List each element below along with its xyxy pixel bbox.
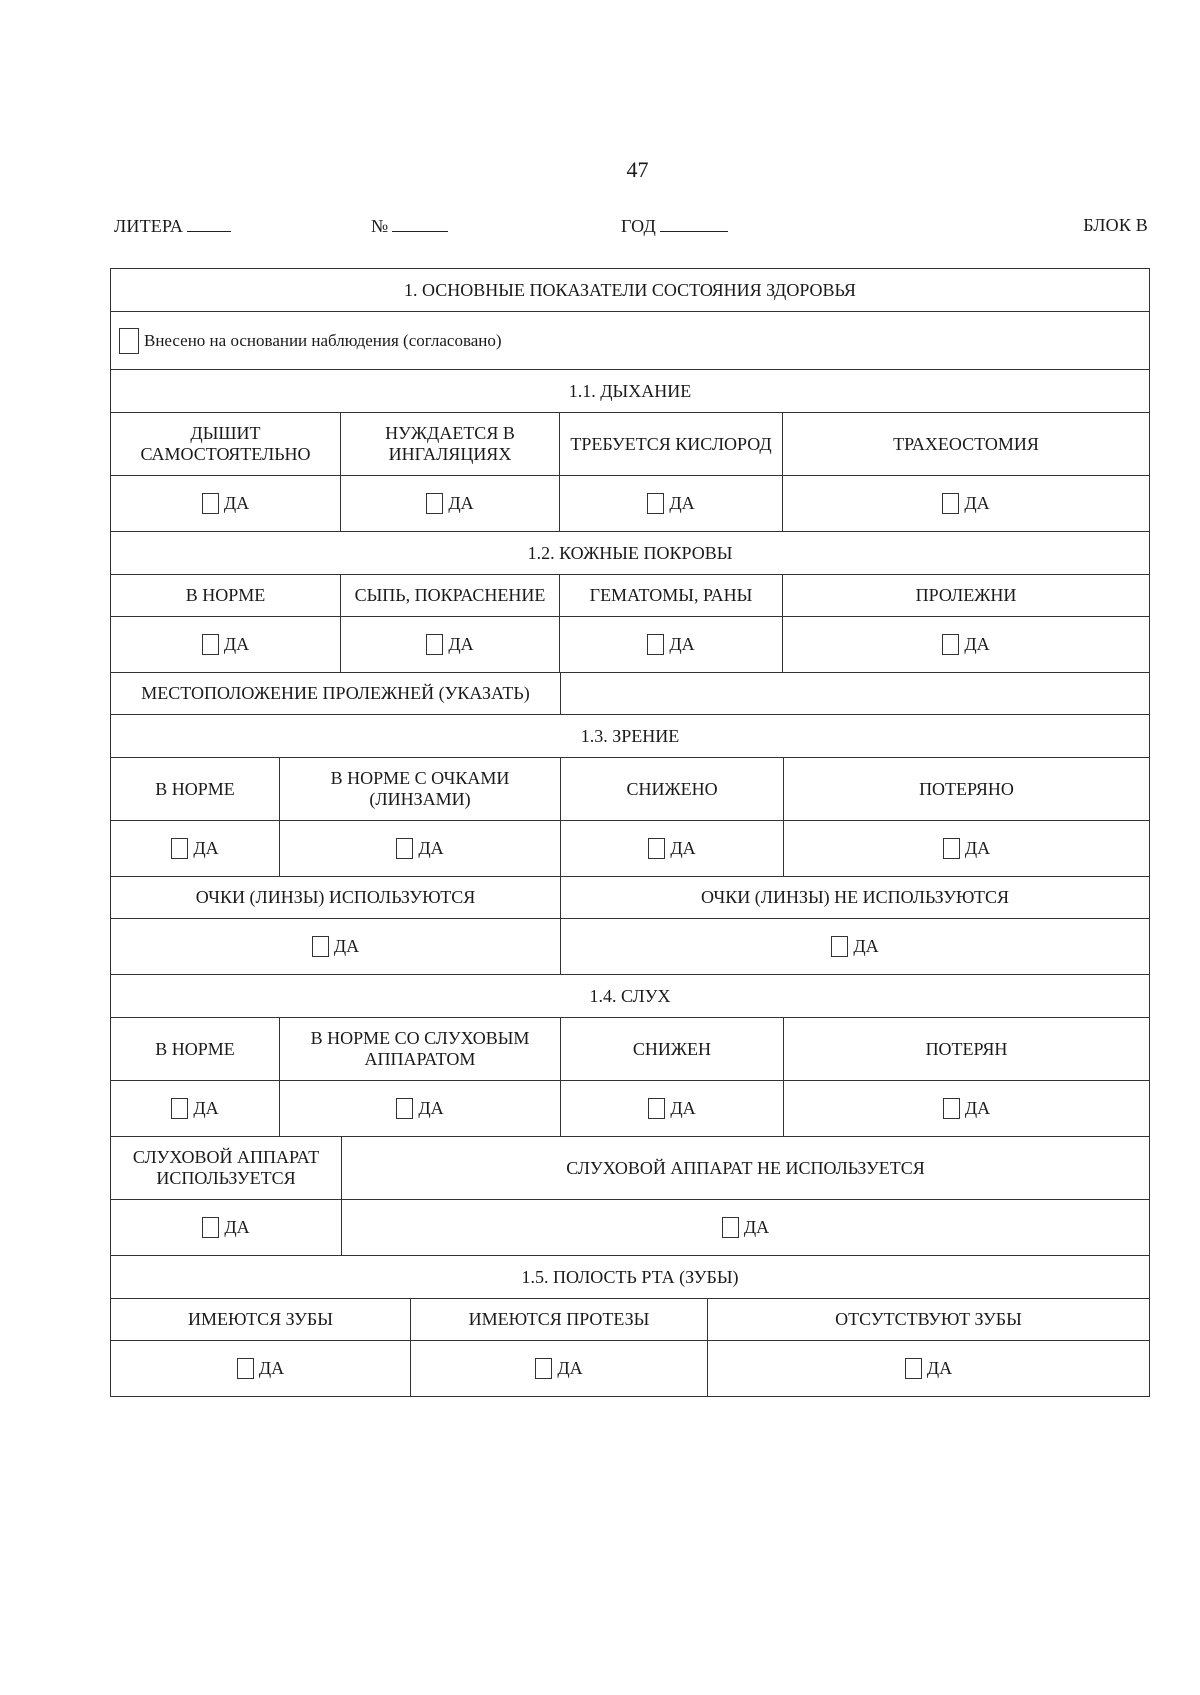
- vision-col-lost: ПОТЕРЯНО: [919, 778, 1014, 799]
- hearing-normal-option[interactable]: [111, 1081, 280, 1136]
- breathing-col-tracheostomy: ТРАХЕОСТОМИЯ: [893, 433, 1039, 454]
- glasses-used-option[interactable]: [111, 919, 561, 974]
- block-label: БЛОК В: [1083, 215, 1148, 235]
- bedsore-location-label: МЕСТОПОЛОЖЕНИЕ ПРОЛЕЖНЕЙ (УКАЗАТЬ): [111, 673, 561, 714]
- breathing-oxygen-option[interactable]: [560, 476, 783, 531]
- yes-label: ДА: [193, 838, 219, 858]
- yes-label: ДА: [743, 1217, 770, 1237]
- vision-normal-option[interactable]: [111, 821, 280, 876]
- checkbox[interactable]: [237, 1358, 254, 1379]
- page-number: 47: [626, 157, 649, 182]
- form-title-row: [110, 268, 1150, 312]
- checkbox[interactable]: [202, 1217, 219, 1238]
- mouth-header-row: [110, 1299, 1150, 1341]
- number-label: №: [371, 216, 389, 236]
- checkbox[interactable]: [202, 493, 219, 514]
- yes-label: ДА: [224, 1217, 250, 1237]
- glasses-not-used-label: ОЧКИ (ЛИНЗЫ) НЕ ИСПОЛЬЗУЮТСЯ: [701, 887, 1009, 907]
- yes-label: ДА: [418, 1098, 444, 1118]
- vision-header-row: [110, 758, 1150, 821]
- mouth-col-teeth: ИМЕЮТСЯ ЗУБЫ: [111, 1299, 411, 1340]
- breathing-inhalation-option[interactable]: [341, 476, 560, 531]
- checkbox[interactable]: [171, 838, 188, 859]
- litera-label: ЛИТЕРА: [114, 216, 184, 236]
- breathing-header-row: [110, 413, 1150, 476]
- skin-values-row: [110, 617, 1150, 673]
- mouth-col-dentures: ИМЕЮТСЯ ПРОТЕЗЫ: [411, 1299, 708, 1340]
- checkbox[interactable]: [722, 1217, 739, 1238]
- skin-col-wounds: ГЕМАТОМЫ, РАНЫ: [560, 575, 783, 616]
- vision-col-glasses: В НОРМЕ С ОЧКАМИ (ЛИНЗАМИ): [280, 758, 561, 820]
- breathing-self-option[interactable]: [111, 476, 341, 531]
- yes-label: ДА: [223, 634, 250, 654]
- hearing-lost-option[interactable]: [784, 1081, 1149, 1136]
- yes-label: ДА: [333, 936, 360, 956]
- yes-label: ДА: [669, 634, 695, 654]
- checkbox[interactable]: [648, 838, 665, 859]
- hearing-reduced-option[interactable]: [561, 1081, 784, 1136]
- hearing-aid-used-option[interactable]: [111, 1200, 342, 1255]
- skin-header-row: [110, 575, 1150, 617]
- breathing-title-row: [110, 370, 1150, 413]
- hearing-aid-header-row: [110, 1137, 1150, 1200]
- checkbox[interactable]: [171, 1098, 188, 1119]
- checkbox[interactable]: [535, 1358, 552, 1379]
- checkbox[interactable]: [831, 936, 848, 957]
- skin-rash-option[interactable]: [341, 617, 560, 672]
- mouth-no-teeth-option[interactable]: [708, 1341, 1149, 1396]
- glasses-used-label: ОЧКИ (ЛИНЗЫ) ИСПОЛЬЗУЮТСЯ: [111, 877, 561, 918]
- hearing-col-lost: ПОТЕРЯН: [925, 1038, 1008, 1059]
- agreed-cell: [111, 312, 1149, 369]
- vision-col-reduced: СНИЖЕНО: [561, 758, 784, 820]
- skin-col-normal: В НОРМЕ: [111, 575, 341, 616]
- checkbox[interactable]: [648, 1098, 665, 1119]
- hearing-aid-used-label: СЛУХОВОЙ АППАРАТ ИСПОЛЬЗУЕТСЯ: [111, 1137, 342, 1199]
- form-title: 1. ОСНОВНЫЕ ПОКАЗАТЕЛИ СОСТОЯНИЯ ЗДОРОВЬЯ: [404, 279, 856, 300]
- skin-title-row: [110, 532, 1150, 575]
- bedsore-location-input[interactable]: [561, 673, 1149, 714]
- yes-label: ДА: [448, 634, 474, 654]
- breathing-col-inhalation: НУЖДАЕТСЯ В ИНГАЛЯЦИЯХ: [341, 413, 560, 475]
- hearing-aid-not-used-label: СЛУХОВОЙ АППАРАТ НЕ ИСПОЛЬЗУЕТСЯ: [566, 1157, 925, 1178]
- skin-title: 1.2. КОЖНЫЕ ПОКРОВЫ: [527, 542, 733, 563]
- yes-label: ДА: [670, 838, 696, 858]
- yes-label: ДА: [448, 493, 474, 513]
- checkbox[interactable]: [943, 838, 960, 859]
- mouth-values-row: [110, 1341, 1150, 1397]
- year-label: ГОД: [621, 216, 656, 236]
- breathing-col-self: ДЫШИТ САМОСТОЯТЕЛЬНО: [111, 413, 341, 475]
- vision-col-normal: В НОРМЕ: [111, 758, 280, 820]
- checkbox[interactable]: [942, 493, 959, 514]
- breathing-tracheostomy-option[interactable]: [783, 476, 1149, 531]
- checkbox[interactable]: [943, 1098, 960, 1119]
- yes-label: ДА: [926, 1358, 953, 1378]
- checkbox[interactable]: [426, 493, 443, 514]
- yes-label: ДА: [853, 936, 879, 956]
- yes-label: ДА: [557, 1358, 583, 1378]
- checkbox[interactable]: [396, 838, 413, 859]
- yes-label: ДА: [670, 1098, 696, 1118]
- breathing-values-row: [110, 476, 1150, 532]
- hearing-values-row: [110, 1081, 1150, 1137]
- hearing-title: 1.4. СЛУХ: [589, 985, 671, 1006]
- number-field[interactable]: [371, 215, 448, 237]
- litera-field[interactable]: [114, 215, 231, 237]
- checkbox[interactable]: [202, 634, 219, 655]
- vision-values-row: [110, 821, 1150, 877]
- skin-col-bedsores: ПРОЛЕЖНИ: [915, 585, 1017, 605]
- skin-bedsores-option[interactable]: [783, 617, 1149, 672]
- yes-label: ДА: [418, 838, 444, 858]
- mouth-col-no-teeth: ОТСУТСТВУЮТ ЗУБЫ: [835, 1309, 1022, 1329]
- number-blank[interactable]: [392, 215, 448, 232]
- checkbox[interactable]: [647, 493, 664, 514]
- hearing-aid-values-row: [110, 1200, 1150, 1256]
- yes-label: ДА: [223, 493, 250, 513]
- mouth-teeth-option[interactable]: [111, 1341, 411, 1396]
- hearing-col-aid: В НОРМЕ СО СЛУХОВЫМ АППАРАТОМ: [280, 1018, 561, 1080]
- yes-label: ДА: [258, 1358, 285, 1378]
- skin-wounds-option[interactable]: [560, 617, 783, 672]
- year-field[interactable]: [621, 215, 728, 237]
- yes-label: ДА: [964, 1098, 991, 1118]
- glasses-not-used-option[interactable]: [561, 919, 1149, 974]
- checkbox[interactable]: [396, 1098, 413, 1119]
- hearing-title-row: [110, 975, 1150, 1018]
- mouth-dentures-option[interactable]: [411, 1341, 708, 1396]
- checkbox[interactable]: [647, 634, 664, 655]
- hearing-col-reduced: СНИЖЕН: [561, 1018, 784, 1080]
- yes-label: ДА: [193, 1098, 219, 1118]
- litera-blank[interactable]: [187, 215, 231, 232]
- vision-title: 1.3. ЗРЕНИЕ: [580, 725, 680, 746]
- breathing-col-oxygen: ТРЕБУЕТСЯ КИСЛОРОД: [560, 413, 783, 475]
- vision-title-row: [110, 715, 1150, 758]
- vision-lost-option[interactable]: [784, 821, 1149, 876]
- checkbox[interactable]: [905, 1358, 922, 1379]
- year-blank[interactable]: [660, 215, 728, 232]
- yes-label: ДА: [964, 493, 990, 513]
- vision-reduced-option[interactable]: [561, 821, 784, 876]
- agreed-note: Внесено на основании наблюдения (согласовано): [144, 331, 502, 350]
- mouth-title-row: [110, 1256, 1150, 1299]
- checkbox[interactable]: [942, 634, 959, 655]
- hearing-header-row: [110, 1018, 1150, 1081]
- agreed-checkbox[interactable]: [119, 328, 139, 354]
- hearing-col-normal: В НОРМЕ: [111, 1018, 280, 1080]
- glasses-values-row: [110, 919, 1150, 975]
- agreed-row: [110, 312, 1150, 370]
- hearing-aid-option[interactable]: [280, 1081, 561, 1136]
- health-form: [110, 268, 1150, 1397]
- hearing-aid-not-used-option[interactable]: [342, 1200, 1149, 1255]
- checkbox[interactable]: [426, 634, 443, 655]
- bedsore-location-row: [110, 673, 1150, 715]
- glasses-header-row: [110, 877, 1150, 919]
- yes-label: ДА: [669, 493, 695, 513]
- checkbox[interactable]: [312, 936, 329, 957]
- yes-label: ДА: [964, 838, 991, 858]
- yes-label: ДА: [964, 634, 990, 654]
- mouth-title: 1.5. ПОЛОСТЬ РТА (ЗУБЫ): [521, 1266, 739, 1287]
- skin-col-rash: СЫПЬ, ПОКРАСНЕНИЕ: [341, 575, 560, 616]
- vision-glasses-option[interactable]: [280, 821, 561, 876]
- breathing-title: 1.1. ДЫХАНИЕ: [568, 380, 692, 401]
- skin-normal-option[interactable]: [111, 617, 341, 672]
